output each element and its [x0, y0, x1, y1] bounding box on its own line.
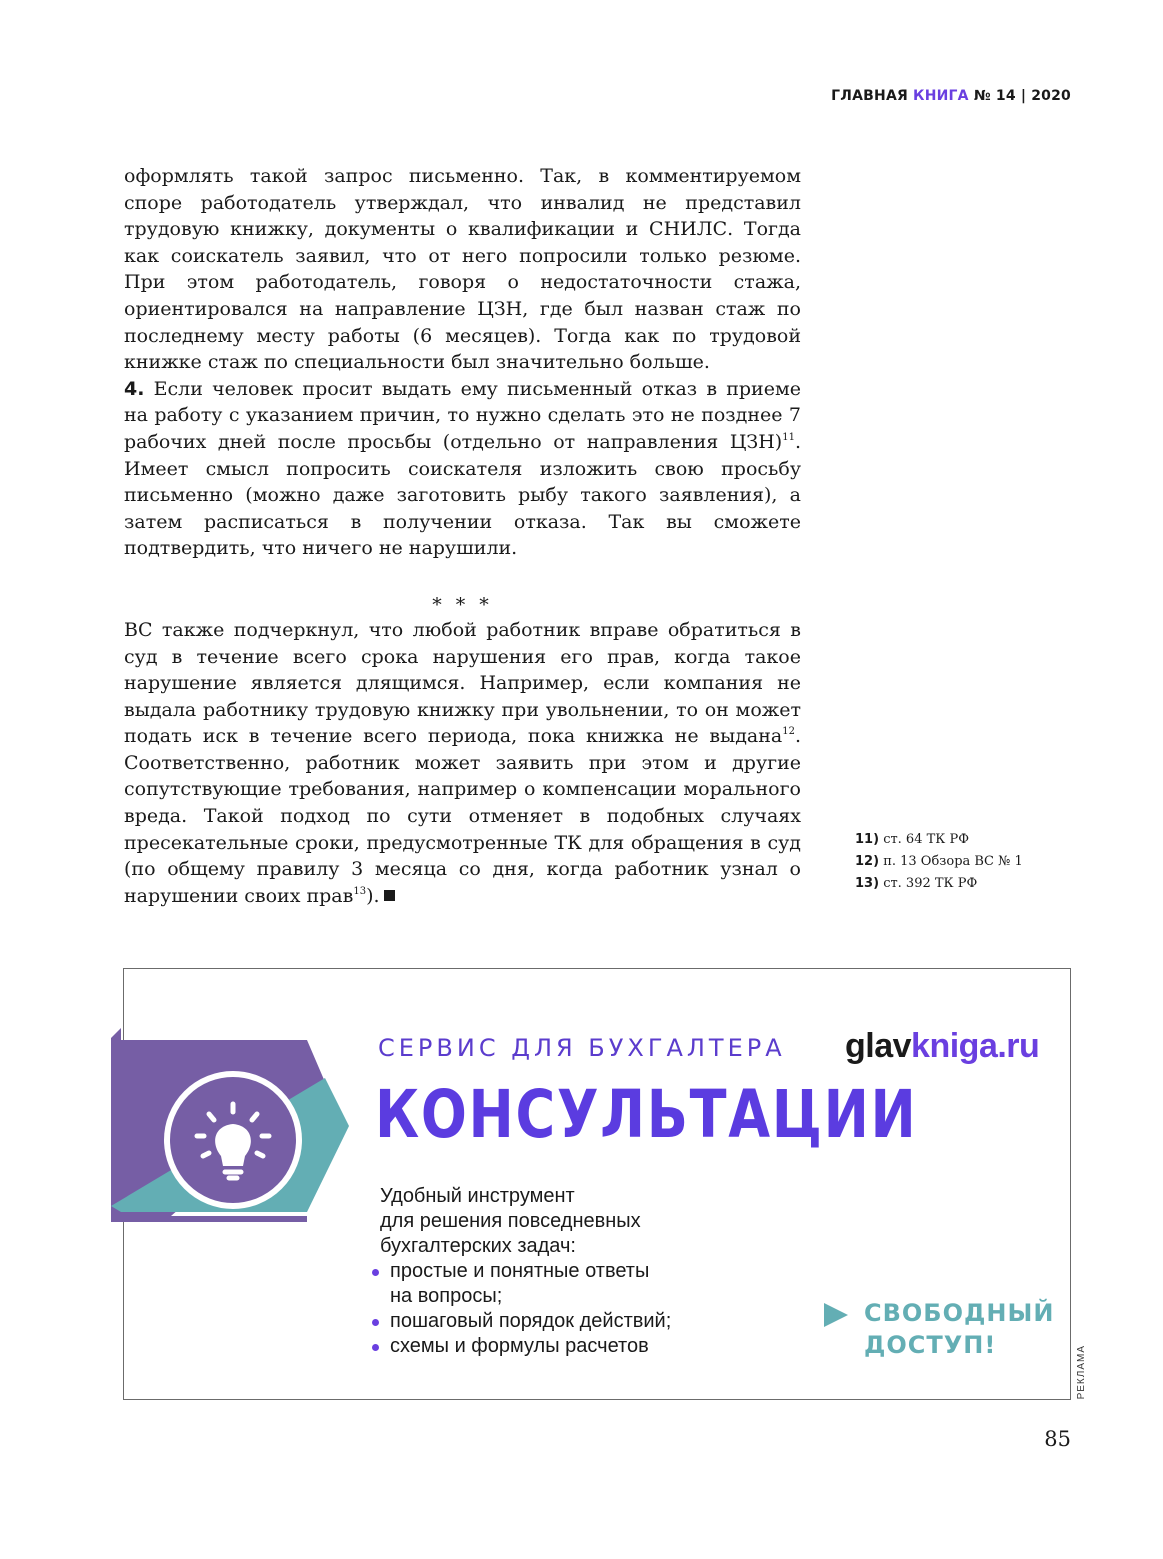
brand-name-part1: ГЛАВНАЯ [831, 88, 908, 104]
footnote-12 [855, 851, 1065, 873]
footnote-number: 11) [855, 832, 880, 847]
paragraph-3 [124, 617, 801, 910]
paragraph-3-text-b: . Соответственно, работник может заявить при этом и другие сопутствующие требования, например о компенсации морального вреда. Такой подход по сути отменяет в подобных случаях пресекательные сроки, предусмотренные ТК для обращения в суд (по общему правилу 3 месяца со дня, когда работник узнал о нарушении своих прав [124, 725, 801, 907]
play-triangle-icon [824, 1303, 848, 1327]
footnote-text: п. 13 Обзора ВС № 1 [883, 854, 1023, 869]
issue-number: № 14 | 2020 [973, 88, 1071, 104]
paragraph-2-text-b: . Имеет смысл попросить соискателя изложить свою просьбу письменно (можно даже заготовить рыбу такого заявления), а затем расписаться в получении отказа. Так вы сможете подтвердить, что ничего не нарушили. [124, 430, 801, 560]
ad-intro-line: Удобный инструмент [380, 1185, 575, 1207]
footnote-number: 13) [855, 876, 880, 891]
lightbulb-badge [111, 1026, 351, 1222]
square-end-mark-icon [384, 890, 395, 901]
page-number: 85 [1044, 1427, 1071, 1451]
footnotes [855, 829, 1065, 895]
brand-name-part2: КНИГА [913, 88, 969, 104]
paragraph-3-text-a: ВС также подчеркнул, что любой работник вправе обратиться в суд в течение всего срока нарушения его прав, когда такое нарушение является длящимся. Например, если компания не выдала работнику трудовую книжку при увольнении, то он может подать иск в течение всего периода, пока книжка не выдана [124, 618, 801, 748]
paragraph-3-text-c: ). [366, 884, 380, 907]
paragraph-2 [124, 376, 801, 562]
ad-bullet-item: простые и понятные ответы на вопросы; [380, 1259, 660, 1309]
footnote-text: ст. 64 ТК РФ [883, 832, 970, 847]
footnote-text: ст. 392 ТК РФ [883, 876, 978, 891]
footnote-ref-12: 12 [782, 726, 795, 738]
running-head [831, 88, 1071, 104]
site-name-part2: kniga.ru [911, 1027, 1040, 1065]
footnote-13 [855, 873, 1065, 895]
ad-description [380, 1184, 800, 1359]
advertisement-label: РЕКЛАМА [1076, 1345, 1087, 1400]
ad-bullet-item: схемы и формулы расчетов [380, 1334, 800, 1359]
article-body [124, 163, 801, 909]
paragraph-1: оформлять такой запрос письменно. Так, в комментируемом споре работодатель утверждал, что инвалид не представил трудовую книжку, документы о квалификации и СНИЛС. Тогда как соискатель заявил, что от него попросили только резюме. При этом работодатель, говоря о недостаточности стажа, ориентировался на направление ЦЗН, где был назван стаж по последнему месту работы (6 месяцев). Тогда как по трудовой книжке стаж по специальности был значительно больше. [124, 165, 801, 374]
ad-intro-line: для решения повседневных [380, 1210, 641, 1232]
ad-title: КОНСУЛЬТАЦИИ [375, 1076, 918, 1153]
ad-bullet-list [380, 1259, 800, 1359]
footnote-ref-11: 11 [782, 431, 795, 443]
ad-intro-line: бухгалтерских задач: [380, 1235, 576, 1257]
ad-website-link[interactable] [845, 1027, 1039, 1066]
list-number: 4. [124, 377, 145, 400]
ad-bullet-item: пошаговый порядок действий; [380, 1309, 800, 1334]
section-separator: * * * [432, 593, 493, 616]
ad-kicker: СЕРВИС ДЛЯ БУХГАЛТЕРА [378, 1034, 786, 1062]
paragraph-2-text-a: Если человек просит выдать ему письменный отказ в приеме на работу с указанием причин, то нужно сделать это не позднее 7 рабочих дней после просьбы (отдельно от направления ЦЗН) [124, 377, 801, 453]
footnote-number: 12) [855, 854, 880, 869]
footnote-11 [855, 829, 1065, 851]
footnote-ref-13: 13 [353, 885, 367, 897]
site-name-part1: glav [845, 1027, 912, 1065]
free-access-button[interactable] [824, 1297, 1055, 1361]
cta-label: СВОБОДНЫЙ ДОСТУП! [864, 1299, 1055, 1359]
